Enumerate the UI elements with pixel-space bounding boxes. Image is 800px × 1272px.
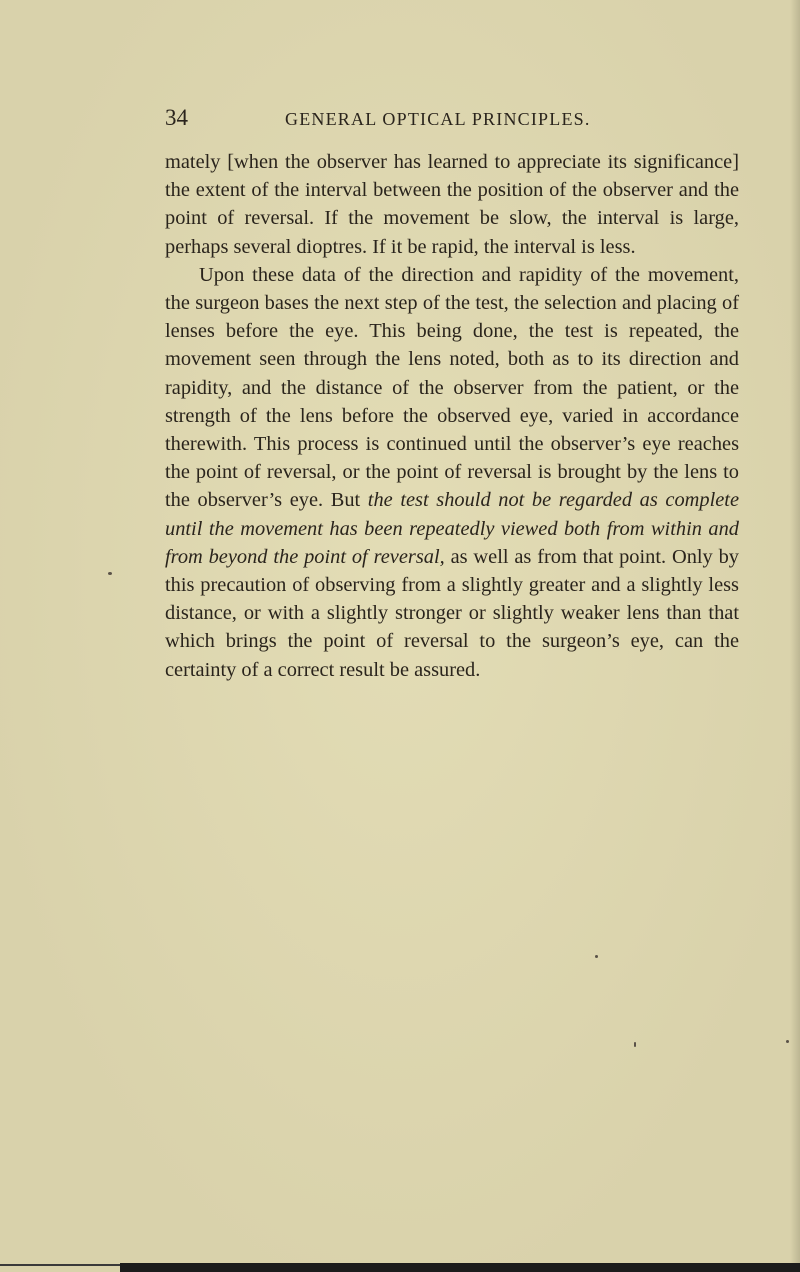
paper-speck: [634, 1042, 636, 1047]
running-title: GENERAL OPTICAL PRINCIPLES.: [285, 109, 591, 129]
paper-speck: [595, 955, 598, 958]
page-number: 34: [165, 105, 188, 130]
paper-speck: [786, 1040, 789, 1043]
paragraph-2-italic-emphasis: the test should not be regarded as complete until the movement has been repeatedly viewed both from within and from beyond the point of reversal,: [165, 489, 739, 568]
paragraph-2-text-before: Upon these data of the direction and rapidity of the movement, the surgeon bases the next step of the test, the selection and placing of lenses before the eye. This being done, the test is repeated, the movement seen through the lens noted, both as to its direction and rapidity, and the distance of the observer from the patient, or the strength of the lens before the observed eye, varied in accordance therewith. This process is continued until the observer’s eye reaches the point of reversal, or the point of reversal is brought by the lens to the observer’s eye. But: [165, 263, 739, 512]
paragraph-continued: [165, 148, 739, 261]
body-text: [165, 148, 739, 684]
bottom-edge-bar: [0, 1262, 800, 1272]
bottom-edge-thick-rule: [120, 1263, 800, 1272]
page-edge-shadow: [790, 0, 800, 1272]
paragraph-1-text: mately [when the observer has learned to appreciate its significance] the extent of the interval between the position of the observer and the point of reversal. If the movement be slow, the interval is large, perhaps several dioptres. If it be rapid, the interval is less.: [165, 151, 739, 258]
running-head: [165, 105, 755, 135]
paragraph-2-text-after: as well as from that point. Only by this precaution of observing from a slightly greater and a slightly less distance, or with a slightly stronger or slightly weaker lens than that which brings the point of reversal to the surgeon’s eye, can the certainty of a correct result be assured.: [165, 545, 739, 681]
paragraph-retinoscopy-test: [165, 261, 739, 684]
paper-speck: [108, 572, 112, 575]
bottom-edge-thin-rule: [0, 1264, 120, 1266]
